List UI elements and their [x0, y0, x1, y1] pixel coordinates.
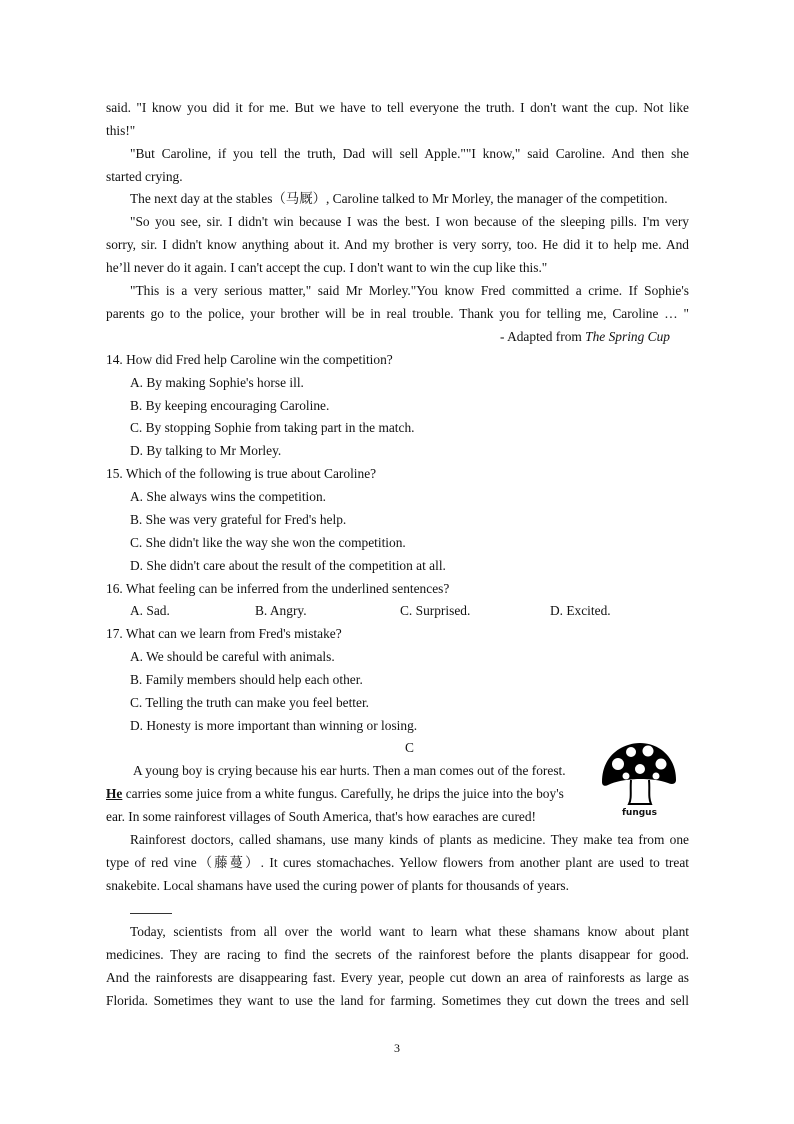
story-line: "This is a very serious matter," said Mr Morley."You know Fred committed a crime. If Sophie's	[130, 283, 689, 298]
passage-line	[106, 786, 564, 802]
passage-line: Rainforest doctors, called shamans, use many kinds of plants as medicine. They make tea from one	[130, 832, 689, 847]
passage-line: Today, scientists from all over the world want to learn what these shamans know about plant	[130, 924, 689, 939]
passage-line: medicines. They are racing to find the secrets of the rainforest before the plants disappear for good.	[106, 947, 689, 962]
passage-line: snakebite. Local shamans have used the curing power of plants for thousands of years.	[106, 878, 569, 893]
question-15-option-a: A. She always wins the competition.	[130, 489, 326, 504]
story-line: "So you see, sir. I didn't win because I was the best. I won because of the sleeping pills. I'm very	[130, 214, 689, 229]
source-title: The Spring Cup	[585, 329, 670, 344]
question-16-option-b: B. Angry.	[255, 603, 307, 618]
question-16-option-c: C. Surprised.	[400, 603, 471, 618]
question-17-option-d: D. Honesty is more important than winning or losing.	[130, 718, 418, 733]
fungus-label: fungus	[622, 808, 657, 818]
section-heading: C	[405, 740, 414, 755]
question-16-option-a: A. Sad.	[130, 603, 170, 618]
passage-line: type of red vine（藤蔓）. It cures stomachaches. Yellow flowers from another plant are used to treat	[106, 855, 689, 870]
question-16-stem: 16. What feeling can be inferred from the underlined sentences?	[106, 581, 450, 596]
story-line: "But Caroline, if you tell the truth, Dad will sell Apple.""I know," said Caroline. And then she	[130, 146, 689, 161]
story-line: said. "I know you did it for me. But we have to tell everyone the truth. I don't want the cup. Not like	[106, 100, 689, 115]
passage-line-rest: carries some juice from a white fungus. Carefully, he drips the juice into the boy's	[122, 786, 564, 801]
story-line: The next day at the stables（马厩）, Caroline talked to Mr Morley, the manager of the competition.	[130, 191, 668, 206]
passage-line: Florida. Sometimes they want to use the land for farming. Sometimes they cut down the trees and sell	[106, 993, 689, 1008]
question-16-option-d: D. Excited.	[550, 603, 611, 618]
story-source	[500, 329, 670, 345]
question-15-stem: 15. Which of the following is true about Caroline?	[106, 466, 377, 481]
question-14-option-c: C. By stopping Sophie from taking part in the match.	[130, 420, 415, 435]
question-17-stem: 17. What can we learn from Fred's mistake?	[106, 626, 342, 641]
story-line: he’ll never do it again. I can't accept the cup. I don't want to win the cup like this."	[106, 260, 548, 275]
story-line: sorry, sir. I didn't know anything about it. And my brother is very sorry, too. He did it to help me. And	[106, 237, 689, 252]
question-17-option-a: A. We should be careful with animals.	[130, 649, 335, 664]
story-line: started crying.	[106, 169, 183, 184]
question-15-option-d: D. She didn't care about the result of the competition at all.	[130, 558, 446, 573]
passage-line: And the rainforests are disappearing fast. Every year, people cut down an area of rainforests as large as	[106, 970, 689, 985]
underlined-he: He	[106, 786, 123, 801]
question-14-stem: 14. How did Fred help Caroline win the competition?	[106, 352, 393, 367]
question-17-option-c: C. Telling the truth can make you feel better.	[130, 695, 370, 710]
question-17-option-b: B. Family members should help each other.	[130, 672, 363, 687]
question-14-option-d: D. By talking to Mr Morley.	[130, 443, 282, 458]
passage-line: A young boy is crying because his ear hurts. Then a man comes out of the forest.	[133, 763, 566, 778]
story-line: parents go to the police, your brother will be in real trouble. Thank you for telling me, Caroline … "	[106, 306, 689, 321]
fungus-illustration	[598, 740, 678, 820]
question-15-option-b: B. She was very grateful for Fred's help.	[130, 512, 347, 527]
question-15-option-c: C. She didn't like the way she won the competition.	[130, 535, 406, 550]
blank-line	[130, 913, 172, 914]
question-14-option-a: A. By making Sophie's horse ill.	[130, 375, 304, 390]
source-prefix: - Adapted from	[500, 329, 586, 344]
question-14-option-b: B. By keeping encouraging Caroline.	[130, 398, 330, 413]
passage-line: ear. In some rainforest villages of South America, that's how earaches are cured!	[106, 809, 537, 824]
page-number: 3	[394, 1041, 400, 1055]
story-line: this!"	[106, 123, 136, 138]
